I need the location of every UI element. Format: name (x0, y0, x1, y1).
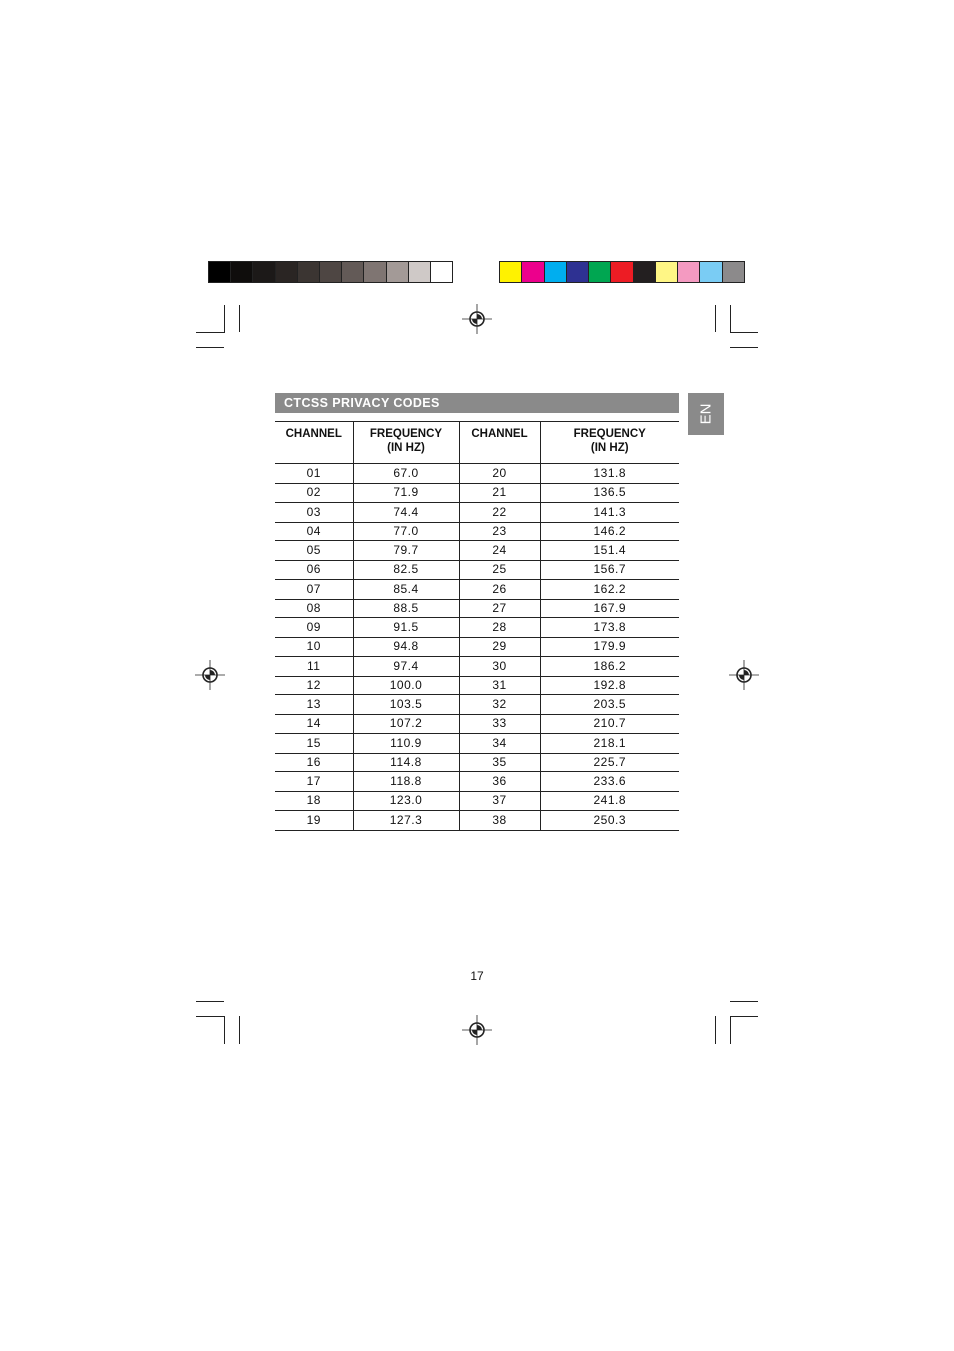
cell-channel: 12 (275, 676, 353, 695)
cell-channel: 33 (459, 715, 540, 734)
cell-channel: 38 (459, 810, 540, 830)
table-row (275, 522, 679, 541)
cell-frequency: 136.5 (540, 484, 679, 503)
cell-frequency: 203.5 (540, 695, 679, 715)
cell-frequency: 71.9 (353, 484, 459, 503)
color-swatch (364, 262, 386, 282)
color-swatch (387, 262, 409, 282)
table-row (275, 695, 679, 715)
table-row (275, 638, 679, 657)
table-row (275, 715, 679, 734)
cell-frequency: 192.8 (540, 676, 679, 695)
table-row (275, 464, 679, 484)
cell-channel: 24 (459, 541, 540, 561)
table-row (275, 599, 679, 618)
cell-frequency: 67.0 (353, 464, 459, 484)
color-swatch (656, 262, 678, 282)
cell-frequency: 233.6 (540, 772, 679, 792)
cell-frequency: 173.8 (540, 618, 679, 638)
cell-frequency: 97.4 (353, 656, 459, 676)
table-row (275, 733, 679, 753)
crop-mark (196, 347, 224, 348)
cell-channel: 37 (459, 792, 540, 811)
table-row (275, 656, 679, 676)
grayscale-calibration-bar (208, 261, 453, 283)
cell-frequency: 114.8 (353, 753, 459, 772)
crop-mark (730, 1016, 758, 1017)
table-row (275, 810, 679, 830)
column-header-frequency: FREQUENCY (IN HZ) (540, 422, 679, 464)
cell-channel: 30 (459, 656, 540, 676)
crop-mark (224, 1016, 225, 1044)
registration-mark-icon (195, 660, 225, 690)
color-swatch (320, 262, 342, 282)
cell-frequency: 79.7 (353, 541, 459, 561)
cell-channel: 06 (275, 561, 353, 580)
cell-channel: 17 (275, 772, 353, 792)
cell-frequency: 82.5 (353, 561, 459, 580)
crop-mark (730, 347, 758, 348)
cell-channel: 22 (459, 502, 540, 522)
color-swatch (589, 262, 611, 282)
cell-frequency: 156.7 (540, 561, 679, 580)
color-swatch (545, 262, 567, 282)
crop-mark (239, 305, 240, 332)
cell-channel: 08 (275, 599, 353, 618)
cell-channel: 11 (275, 656, 353, 676)
cell-channel: 20 (459, 464, 540, 484)
column-header-frequency: FREQUENCY (IN HZ) (353, 422, 459, 464)
column-header-channel: CHANNEL (275, 422, 353, 464)
cell-frequency: 186.2 (540, 656, 679, 676)
color-swatch (253, 262, 275, 282)
cell-channel: 10 (275, 638, 353, 657)
cell-channel: 21 (459, 484, 540, 503)
cell-channel: 02 (275, 484, 353, 503)
cell-channel: 16 (275, 753, 353, 772)
color-swatch (409, 262, 431, 282)
cell-channel: 31 (459, 676, 540, 695)
cell-channel: 23 (459, 522, 540, 541)
color-swatch (634, 262, 656, 282)
cell-frequency: 241.8 (540, 792, 679, 811)
crop-mark (730, 1016, 731, 1044)
cell-frequency: 146.2 (540, 522, 679, 541)
cell-channel: 29 (459, 638, 540, 657)
cell-channel: 36 (459, 772, 540, 792)
cell-channel: 28 (459, 618, 540, 638)
table-row (275, 618, 679, 638)
color-swatch (298, 262, 320, 282)
table-row (275, 484, 679, 503)
color-swatch (611, 262, 633, 282)
language-tab (688, 393, 724, 435)
cell-frequency: 218.1 (540, 733, 679, 753)
cell-channel: 05 (275, 541, 353, 561)
cell-frequency: 167.9 (540, 599, 679, 618)
cell-channel: 25 (459, 561, 540, 580)
cell-channel: 32 (459, 695, 540, 715)
crop-mark (224, 305, 225, 332)
cell-channel: 04 (275, 522, 353, 541)
cell-frequency: 85.4 (353, 579, 459, 599)
table-row (275, 772, 679, 792)
color-swatch (700, 262, 722, 282)
color-swatch (431, 262, 452, 282)
color-swatch (342, 262, 364, 282)
cell-frequency: 94.8 (353, 638, 459, 657)
color-swatch (500, 262, 522, 282)
cell-frequency: 88.5 (353, 599, 459, 618)
registration-mark-icon (462, 1015, 492, 1045)
cell-frequency: 162.2 (540, 579, 679, 599)
cell-frequency: 118.8 (353, 772, 459, 792)
cell-frequency: 131.8 (540, 464, 679, 484)
cell-channel: 03 (275, 502, 353, 522)
crop-mark (715, 1016, 716, 1044)
crop-mark (730, 332, 758, 333)
cell-frequency: 100.0 (353, 676, 459, 695)
table-row (275, 676, 679, 695)
cell-channel: 01 (275, 464, 353, 484)
color-swatch (231, 262, 253, 282)
cell-channel: 07 (275, 579, 353, 599)
cell-channel: 19 (275, 810, 353, 830)
registration-mark-icon (729, 660, 759, 690)
crop-mark (730, 1001, 758, 1002)
table-row (275, 792, 679, 811)
cell-channel: 15 (275, 733, 353, 753)
table-header-row (275, 422, 679, 464)
cell-channel: 13 (275, 695, 353, 715)
color-swatch (678, 262, 700, 282)
crop-mark (715, 305, 716, 332)
cell-frequency: 107.2 (353, 715, 459, 734)
color-swatch (522, 262, 544, 282)
cell-frequency: 179.9 (540, 638, 679, 657)
color-calibration-bar (499, 261, 745, 283)
cell-frequency: 141.3 (540, 502, 679, 522)
column-header-channel: CHANNEL (459, 422, 540, 464)
cell-frequency: 74.4 (353, 502, 459, 522)
crop-mark (730, 305, 731, 332)
color-swatch (209, 262, 231, 282)
cell-frequency: 151.4 (540, 541, 679, 561)
color-swatch (723, 262, 744, 282)
cell-channel: 09 (275, 618, 353, 638)
cell-frequency: 91.5 (353, 618, 459, 638)
table-row (275, 541, 679, 561)
cell-frequency: 127.3 (353, 810, 459, 830)
color-swatch (276, 262, 298, 282)
registration-mark-icon (462, 304, 492, 334)
cell-channel: 18 (275, 792, 353, 811)
section-title: CTCSS PRIVACY CODES (275, 393, 679, 413)
cell-frequency: 250.3 (540, 810, 679, 830)
crop-mark (196, 332, 225, 333)
page-number: 17 (470, 969, 484, 983)
table-row (275, 502, 679, 522)
cell-frequency: 110.9 (353, 733, 459, 753)
table-row (275, 579, 679, 599)
crop-mark (196, 1016, 225, 1017)
cell-channel: 26 (459, 579, 540, 599)
cell-frequency: 77.0 (353, 522, 459, 541)
language-tab-label: EN (697, 403, 715, 425)
cell-frequency: 123.0 (353, 792, 459, 811)
cell-channel: 35 (459, 753, 540, 772)
crop-mark (196, 1001, 224, 1002)
cell-channel: 34 (459, 733, 540, 753)
color-swatch (567, 262, 589, 282)
table-row (275, 753, 679, 772)
table-row (275, 561, 679, 580)
cell-channel: 27 (459, 599, 540, 618)
cell-frequency: 225.7 (540, 753, 679, 772)
cell-frequency: 103.5 (353, 695, 459, 715)
cell-channel: 14 (275, 715, 353, 734)
ctcss-codes-table (275, 421, 679, 831)
cell-frequency: 210.7 (540, 715, 679, 734)
crop-mark (239, 1016, 240, 1044)
